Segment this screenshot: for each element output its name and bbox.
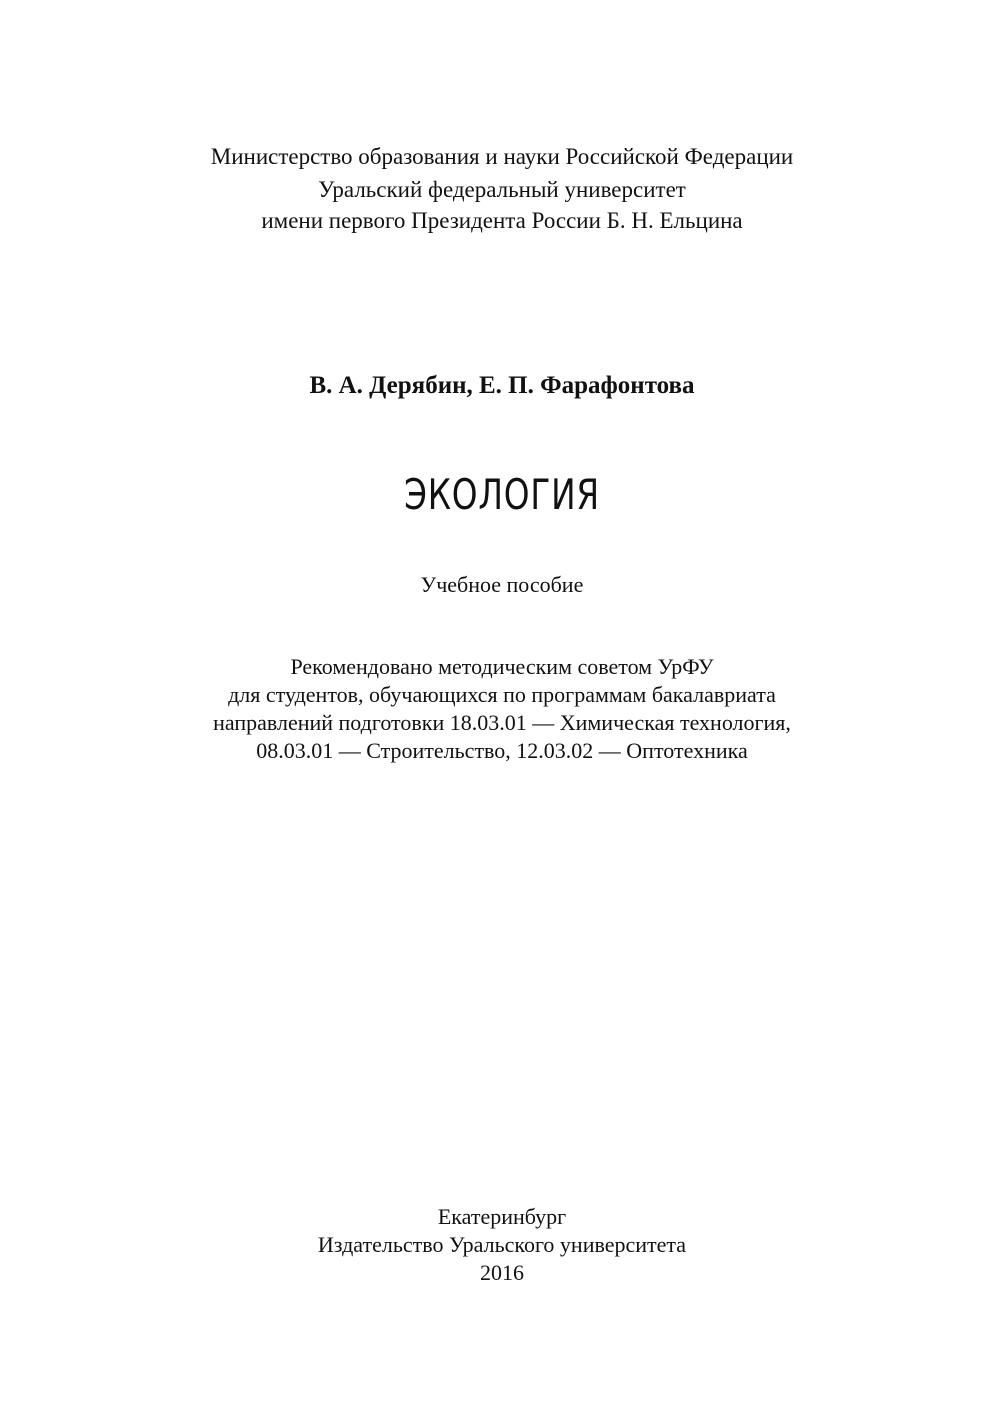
imprint-publisher: Издательство Уральского университета	[317, 1232, 687, 1257]
imprint	[0, 1203, 1004, 1287]
book-subtitle-text: Учебное пособие	[420, 572, 584, 597]
institution-header	[0, 141, 1004, 236]
authors	[0, 370, 1004, 402]
university-line-1: Уральский федеральный университет	[318, 177, 686, 202]
university-line-2: имени первого Президента России Б. Н. Ельцина	[261, 208, 743, 233]
recommendation-line: Рекомендовано методическим советом УрФУ	[290, 654, 714, 679]
ministry-line: Министерство образования и науки Российской Федерации	[210, 144, 794, 169]
recommendation-block	[0, 653, 1004, 765]
book-title	[110, 470, 893, 520]
book-subtitle	[0, 570, 1004, 600]
recommendation-line: направлений подготовки 18.03.01 — Химическая технология,	[213, 710, 791, 735]
recommendation-line: для студентов, обучающихся по программам бакалавриата	[228, 682, 776, 707]
book-title-text: ЭКОЛОГИЯ	[404, 470, 600, 519]
imprint-year: 2016	[480, 1260, 524, 1285]
recommendation-line: 08.03.01 — Строительство, 12.03.02 — Оптотехника	[256, 738, 748, 763]
authors-line: В. А. Дерябин, Е. П. Фарафонтова	[309, 372, 695, 399]
imprint-city: Екатеринбург	[437, 1204, 567, 1229]
